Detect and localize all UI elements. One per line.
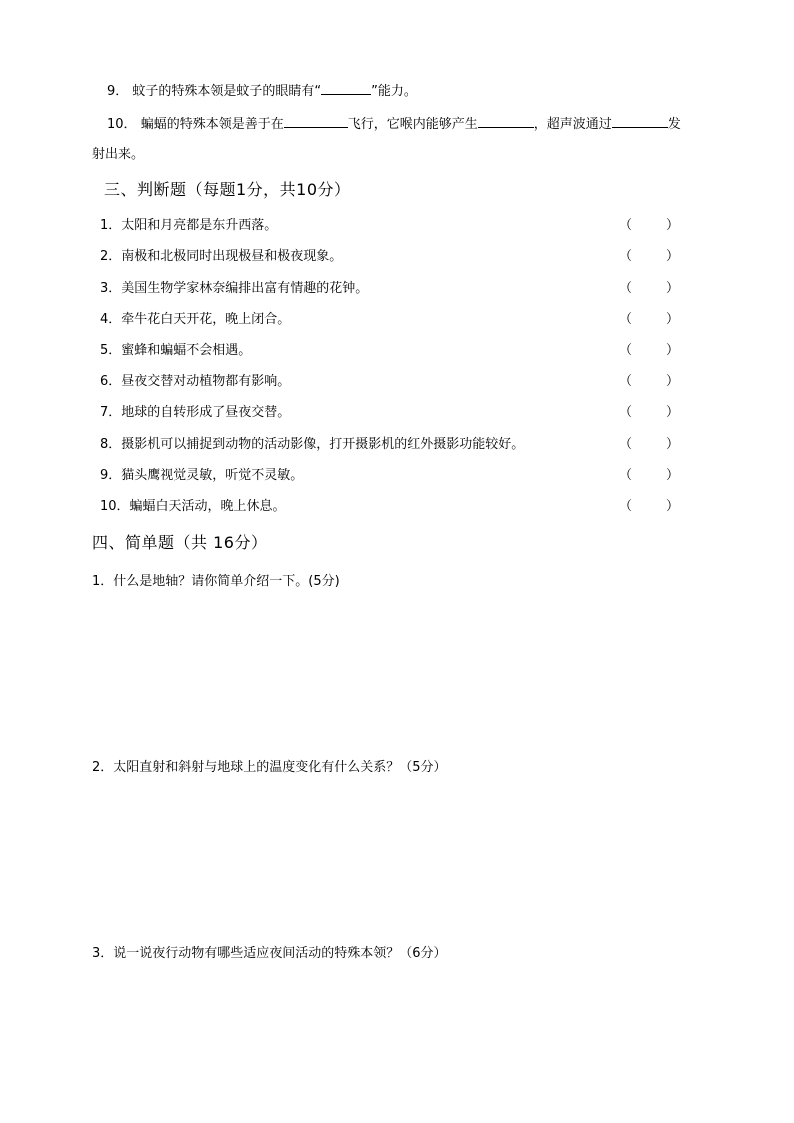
question-text: 蝙蝠的特殊本领是善于在: [140, 117, 284, 132]
tf-item: 8．摄影机可以捕捉到动物的活动影像，打开摄影机的红外摄影功能较好。 （ ）: [100, 435, 680, 455]
question-text: ，超声波通过: [533, 117, 612, 132]
tf-item: 9．猫头鹰视觉灵敏，听觉不灵敏。 （ ）: [100, 466, 680, 486]
answer-blank[interactable]: [284, 115, 348, 128]
section-title-true-false: 三、判断题（每题1分，共10分）: [104, 180, 351, 199]
short-answer-question: 1．什么是地轴？请你简单介绍一下。(5分): [92, 574, 340, 589]
answer-blank[interactable]: [612, 115, 668, 128]
tf-item-text: 7．地球的自转形成了昼夜交替。: [100, 405, 291, 420]
tf-item-text: 6．昼夜交替对动植物都有影响。: [100, 374, 291, 389]
tf-item: 5．蜜蜂和蝙蝠不会相遇。 （ ）: [100, 341, 680, 361]
tf-item-text: 5．蜜蜂和蝙蝠不会相遇。: [100, 343, 252, 358]
tf-item: 7．地球的自转形成了昼夜交替。 （ ）: [100, 403, 680, 423]
tf-item-text: 4．牵牛花白天开花，晚上闭合。: [100, 312, 291, 327]
tf-item: 2．南极和北极同时出现极昼和极夜现象。 （ ）: [100, 247, 680, 267]
tf-item-text: 10．蝙蝠白天活动，晚上休息。: [100, 499, 286, 514]
short-answer-question: 3．说一说夜行动物有哪些适应夜间活动的特殊本领？（6分）: [92, 946, 447, 961]
fill-question-10-continued: 射出来。: [92, 147, 145, 162]
tf-item-text: 9．猫头鹰视觉灵敏，听觉不灵敏。: [100, 468, 304, 483]
answer-blank[interactable]: [321, 82, 371, 95]
question-text: 蚊子的特殊本领是蚊子的眼睛有“: [132, 84, 322, 99]
tf-item: 1．太阳和月亮都是东升西落。 （ ）: [100, 216, 680, 236]
fill-question-9: [107, 82, 417, 101]
tf-item: 6．昼夜交替对动植物都有影响。 （ ）: [100, 372, 680, 392]
short-answer-question: 2．太阳直射和斜射与地球上的温度变化有什么关系？（5分）: [92, 760, 447, 775]
tf-item: 10．蝙蝠白天活动，晚上休息。 （ ）: [100, 497, 680, 517]
question-text: ”能力。: [371, 84, 417, 99]
section-title-short-answer: 四、简单题（共 16分）: [92, 533, 268, 552]
tf-item-text: 8．摄影机可以捕捉到动物的活动影像，打开摄影机的红外摄影功能较好。: [100, 437, 525, 452]
question-number: 10．: [107, 117, 137, 132]
tf-item-text: 2．南极和北极同时出现极昼和极夜现象。: [100, 249, 343, 264]
question-text: 飞行，它喉内能够产生: [347, 117, 478, 132]
fill-question-10: [107, 115, 681, 134]
tf-item-text: 3．美国生物学家林奈编排出富有情趣的花钟。: [100, 281, 369, 296]
tf-item: 3．美国生物学家林奈编排出富有情趣的花钟。 （ ）: [100, 279, 680, 299]
tf-item: 4．牵牛花白天开花，晚上闭合。 （ ）: [100, 310, 680, 330]
answer-blank[interactable]: [478, 115, 534, 128]
tf-item-text: 1．太阳和月亮都是东升西落。: [100, 218, 278, 233]
question-text: 发: [667, 117, 681, 132]
question-number: 9．: [107, 84, 129, 99]
